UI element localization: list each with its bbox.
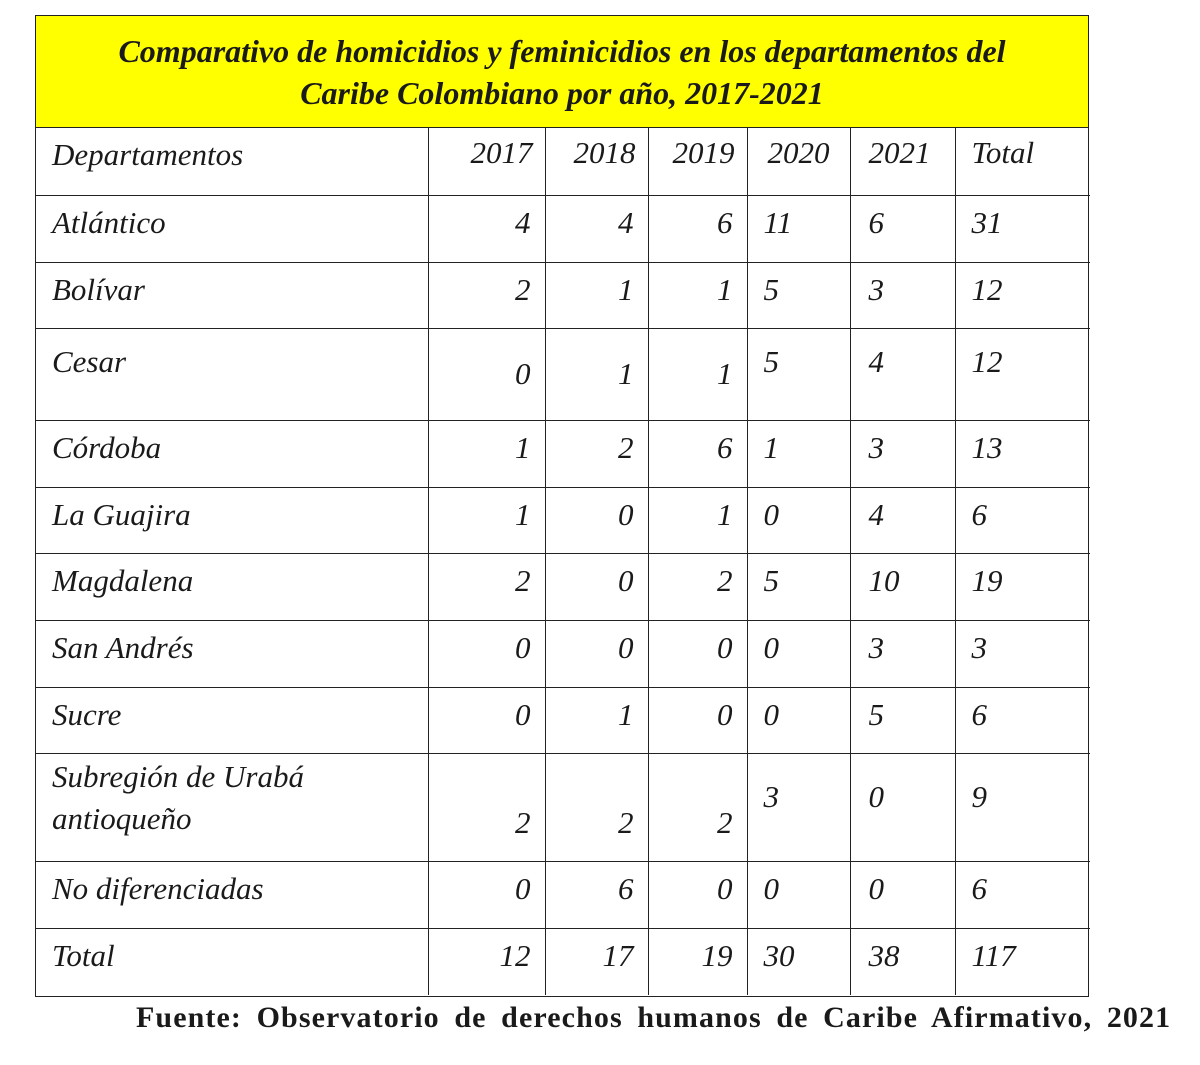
table-row — [36, 687, 1090, 753]
table-row — [36, 328, 1090, 420]
cell-2018: 1 — [545, 262, 648, 328]
cell-2020: 0 — [747, 487, 850, 553]
data-table — [36, 128, 1090, 995]
cell-2017: 12 — [428, 928, 545, 995]
cell-2017: 1 — [428, 420, 545, 487]
table-frame — [35, 15, 1089, 997]
cell-2021: 4 — [850, 487, 955, 553]
cell-2019: 6 — [648, 195, 747, 262]
cell-2017: 0 — [428, 687, 545, 753]
cell-2017: 0 — [428, 620, 545, 687]
cell-total: 3 — [955, 620, 1090, 687]
cell-2018: 1 — [545, 328, 648, 420]
cell-2019: 6 — [648, 420, 747, 487]
cell-2017: 2 — [428, 553, 545, 620]
table-row — [36, 487, 1090, 553]
cell-2020: 0 — [747, 687, 850, 753]
cell-2021: 38 — [850, 928, 955, 995]
cell-2017: 2 — [428, 753, 545, 861]
cell-2021: 4 — [850, 328, 955, 420]
cell-2021: 3 — [850, 262, 955, 328]
cell-2021: 5 — [850, 687, 955, 753]
cell-2018: 4 — [545, 195, 648, 262]
cell-2018: 2 — [545, 753, 648, 861]
row-name: Bolívar — [36, 262, 428, 328]
cell-total: 6 — [955, 687, 1090, 753]
cell-2020: 11 — [747, 195, 850, 262]
header-departamentos: Departamentos — [36, 128, 428, 195]
table-total-row — [36, 928, 1090, 995]
cell-2021: 0 — [850, 861, 955, 928]
cell-2017: 4 — [428, 195, 545, 262]
cell-2019: 19 — [648, 928, 747, 995]
cell-2018: 0 — [545, 620, 648, 687]
cell-2018: 2 — [545, 420, 648, 487]
cell-2021: 3 — [850, 620, 955, 687]
cell-2017: 0 — [428, 328, 545, 420]
table-header-row — [36, 128, 1090, 195]
cell-2020: 3 — [747, 753, 850, 861]
cell-2021: 3 — [850, 420, 955, 487]
header-2019: 2019 — [648, 128, 747, 195]
cell-2019: 1 — [648, 328, 747, 420]
row-name: La Guajira — [36, 487, 428, 553]
row-name: No diferenciadas — [36, 861, 428, 928]
cell-total: 117 — [955, 928, 1090, 995]
cell-2020: 5 — [747, 262, 850, 328]
table-row — [36, 553, 1090, 620]
table-row — [36, 753, 1090, 861]
cell-total: 19 — [955, 553, 1090, 620]
cell-total: 12 — [955, 328, 1090, 420]
cell-2018: 17 — [545, 928, 648, 995]
row-name: Córdoba — [36, 420, 428, 487]
cell-2017: 1 — [428, 487, 545, 553]
cell-2018: 0 — [545, 553, 648, 620]
table-title — [36, 16, 1088, 128]
cell-2020: 1 — [747, 420, 850, 487]
cell-2019: 1 — [648, 487, 747, 553]
cell-2017: 2 — [428, 262, 545, 328]
cell-2020: 5 — [747, 553, 850, 620]
cell-2020: 0 — [747, 861, 850, 928]
cell-2021: 0 — [850, 753, 955, 861]
row-name: Total — [36, 928, 428, 995]
table-row — [36, 420, 1090, 487]
cell-2021: 10 — [850, 553, 955, 620]
row-name: Subregión de Urabá antioqueño — [36, 753, 428, 861]
header-2017: 2017 — [428, 128, 545, 195]
cell-2021: 6 — [850, 195, 955, 262]
cell-total: 31 — [955, 195, 1090, 262]
table-row — [36, 262, 1090, 328]
header-2021: 2021 — [850, 128, 955, 195]
cell-2019: 0 — [648, 620, 747, 687]
cell-2019: 0 — [648, 687, 747, 753]
cell-2017: 0 — [428, 861, 545, 928]
table-title-line-1: Comparativo de homicidios y feminicidios en los departamentos del — [118, 32, 1006, 69]
cell-2020: 0 — [747, 620, 850, 687]
cell-total: 6 — [955, 861, 1090, 928]
cell-2018: 0 — [545, 487, 648, 553]
cell-2018: 1 — [545, 687, 648, 753]
table-row — [36, 620, 1090, 687]
table-row — [36, 195, 1090, 262]
cell-2019: 2 — [648, 753, 747, 861]
cell-total: 12 — [955, 262, 1090, 328]
cell-2019: 1 — [648, 262, 747, 328]
cell-total: 9 — [955, 753, 1090, 861]
row-name: San Andrés — [36, 620, 428, 687]
header-2018: 2018 — [545, 128, 648, 195]
table-row — [36, 861, 1090, 928]
row-name: Sucre — [36, 687, 428, 753]
row-name: Magdalena — [36, 553, 428, 620]
cell-2020: 30 — [747, 928, 850, 995]
table-title-line-2: Caribe Colombiano por año, 2017-2021 — [300, 74, 824, 111]
source-caption: Fuente: Observatorio de derechos humanos de Caribe Afirmativo, 2021 — [136, 1001, 1172, 1034]
header-total: Total — [955, 128, 1090, 195]
cell-2018: 6 — [545, 861, 648, 928]
header-2020: 2020 — [747, 128, 850, 195]
row-name: Atlántico — [36, 195, 428, 262]
cell-2020: 5 — [747, 328, 850, 420]
cell-total: 13 — [955, 420, 1090, 487]
cell-2019: 2 — [648, 553, 747, 620]
cell-total: 6 — [955, 487, 1090, 553]
row-name: Cesar — [36, 328, 428, 420]
cell-2019: 0 — [648, 861, 747, 928]
